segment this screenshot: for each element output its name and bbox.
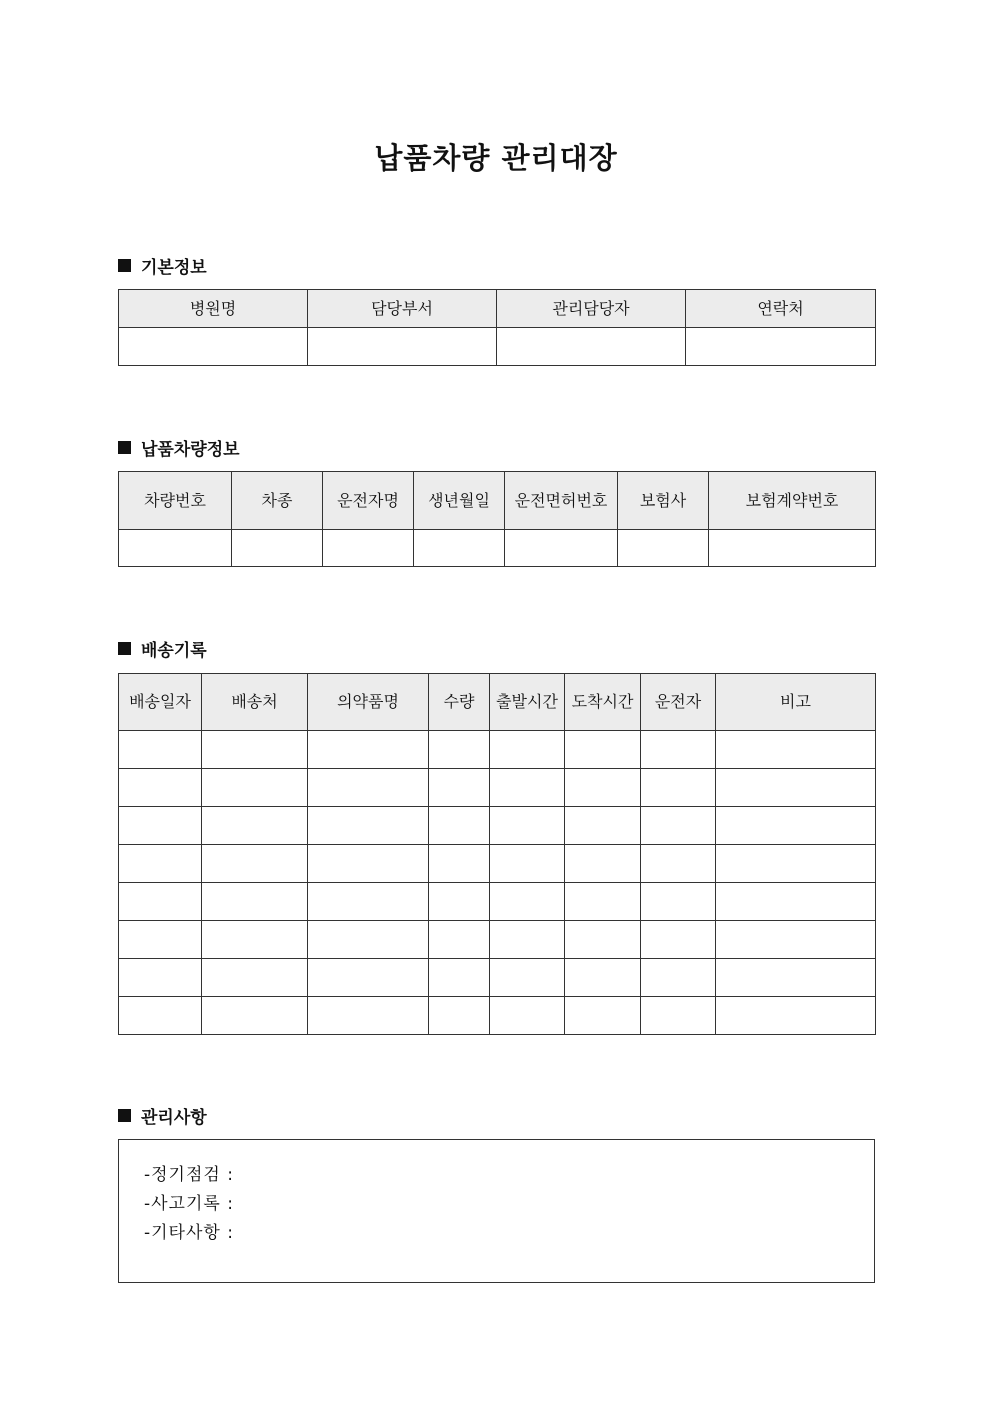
- input-cell[interactable]: [565, 845, 641, 883]
- input-cell[interactable]: [119, 997, 202, 1035]
- column-header: 비고: [716, 674, 876, 731]
- input-cell[interactable]: [716, 883, 876, 921]
- input-cell[interactable]: [308, 997, 429, 1035]
- input-cell[interactable]: [505, 530, 618, 567]
- section-heading-vehicle-info: [118, 436, 240, 458]
- input-cell[interactable]: [686, 328, 876, 366]
- column-header: 보험계약번호: [709, 472, 876, 530]
- management-notes-box[interactable]: [118, 1139, 875, 1283]
- section-heading-label: 기본정보: [141, 257, 207, 278]
- input-cell[interactable]: [716, 845, 876, 883]
- column-header: 연락처: [686, 290, 876, 328]
- square-bullet-icon: [118, 642, 131, 655]
- input-cell[interactable]: [490, 959, 565, 997]
- input-cell[interactable]: [119, 328, 308, 366]
- table-row: [119, 328, 876, 366]
- input-cell[interactable]: [429, 845, 490, 883]
- section-heading-delivery-record: [118, 637, 207, 659]
- input-cell[interactable]: [119, 731, 202, 769]
- input-cell[interactable]: [308, 845, 429, 883]
- input-cell[interactable]: [490, 883, 565, 921]
- input-cell[interactable]: [709, 530, 876, 567]
- input-cell[interactable]: [490, 807, 565, 845]
- input-cell[interactable]: [490, 997, 565, 1035]
- column-header: 관리담당자: [497, 290, 686, 328]
- vehicle-info-table: [118, 471, 876, 567]
- column-header: 의약품명: [308, 674, 429, 731]
- input-cell[interactable]: [308, 807, 429, 845]
- input-cell[interactable]: [308, 883, 429, 921]
- input-cell[interactable]: [232, 530, 323, 567]
- input-cell[interactable]: [323, 530, 414, 567]
- input-cell[interactable]: [716, 769, 876, 807]
- input-cell[interactable]: [716, 807, 876, 845]
- table-row: [119, 997, 876, 1035]
- input-cell[interactable]: [641, 883, 716, 921]
- input-cell[interactable]: [308, 959, 429, 997]
- square-bullet-icon: [118, 1109, 131, 1122]
- input-cell[interactable]: [308, 769, 429, 807]
- input-cell[interactable]: [202, 883, 308, 921]
- column-header: 출발시간: [490, 674, 565, 731]
- table-row: [119, 530, 876, 567]
- input-cell[interactable]: [641, 769, 716, 807]
- column-header: 운전자명: [323, 472, 414, 530]
- section-heading-management: [118, 1104, 207, 1126]
- input-cell[interactable]: [414, 530, 505, 567]
- input-cell[interactable]: [429, 997, 490, 1035]
- table-row: [119, 959, 876, 997]
- input-cell[interactable]: [308, 328, 497, 366]
- input-cell[interactable]: [202, 807, 308, 845]
- input-cell[interactable]: [565, 997, 641, 1035]
- input-cell[interactable]: [641, 807, 716, 845]
- input-cell[interactable]: [119, 921, 202, 959]
- input-cell[interactable]: [429, 921, 490, 959]
- input-cell[interactable]: [490, 921, 565, 959]
- input-cell[interactable]: [429, 807, 490, 845]
- input-cell[interactable]: [641, 845, 716, 883]
- input-cell[interactable]: [565, 883, 641, 921]
- document-title: 납품차량 관리대장: [374, 141, 618, 175]
- delivery-record-table: [118, 673, 876, 1035]
- input-cell[interactable]: [429, 883, 490, 921]
- column-header: 운전면허번호: [505, 472, 618, 530]
- column-header: 담당부서: [308, 290, 497, 328]
- table-row: [119, 807, 876, 845]
- column-header: 운전자: [641, 674, 716, 731]
- section-heading-label: 관리사항: [141, 1107, 207, 1128]
- input-cell[interactable]: [119, 530, 232, 567]
- input-cell[interactable]: [202, 731, 308, 769]
- input-cell[interactable]: [119, 769, 202, 807]
- table-row: [119, 921, 876, 959]
- column-header: 보험사: [618, 472, 709, 530]
- input-cell[interactable]: [202, 921, 308, 959]
- input-cell[interactable]: [716, 921, 876, 959]
- column-header: 생년월일: [414, 472, 505, 530]
- input-cell[interactable]: [308, 731, 429, 769]
- input-cell[interactable]: [641, 921, 716, 959]
- input-cell[interactable]: [202, 845, 308, 883]
- input-cell[interactable]: [202, 997, 308, 1035]
- column-header: 차량번호: [119, 472, 232, 530]
- input-cell[interactable]: [429, 769, 490, 807]
- column-header: 병원명: [119, 290, 308, 328]
- square-bullet-icon: [118, 259, 131, 272]
- input-cell[interactable]: [202, 769, 308, 807]
- column-header: 차종: [232, 472, 323, 530]
- input-cell[interactable]: [119, 883, 202, 921]
- input-cell[interactable]: [308, 921, 429, 959]
- input-cell[interactable]: [618, 530, 709, 567]
- input-cell[interactable]: [119, 807, 202, 845]
- input-cell[interactable]: [565, 959, 641, 997]
- note-accident-record: -사고기록 :: [144, 1194, 234, 1214]
- input-cell[interactable]: [490, 769, 565, 807]
- column-header: 배송처: [202, 674, 308, 731]
- input-cell[interactable]: [119, 959, 202, 997]
- input-cell[interactable]: [641, 731, 716, 769]
- input-cell[interactable]: [429, 959, 490, 997]
- input-cell[interactable]: [716, 997, 876, 1035]
- basic-info-table: [118, 289, 876, 366]
- input-cell[interactable]: [490, 845, 565, 883]
- input-cell[interactable]: [641, 959, 716, 997]
- note-other-matters: -기타사항 :: [144, 1223, 234, 1243]
- input-cell[interactable]: [202, 959, 308, 997]
- section-heading-label: 납품차량정보: [141, 439, 240, 460]
- section-heading-basic-info: [118, 254, 207, 276]
- section-heading-label: 배송기록: [141, 640, 207, 661]
- table-row: [119, 845, 876, 883]
- input-cell[interactable]: [716, 731, 876, 769]
- table-row: [119, 769, 876, 807]
- input-cell[interactable]: [565, 731, 641, 769]
- column-header: 수량: [429, 674, 490, 731]
- input-cell[interactable]: [565, 921, 641, 959]
- input-cell[interactable]: [497, 328, 686, 366]
- table-row: [119, 883, 876, 921]
- input-cell[interactable]: [119, 845, 202, 883]
- column-header: 배송일자: [119, 674, 202, 731]
- input-cell[interactable]: [641, 997, 716, 1035]
- input-cell[interactable]: [565, 807, 641, 845]
- input-cell[interactable]: [716, 959, 876, 997]
- square-bullet-icon: [118, 441, 131, 454]
- table-row: [119, 731, 876, 769]
- input-cell[interactable]: [565, 769, 641, 807]
- column-header: 도착시간: [565, 674, 641, 731]
- input-cell[interactable]: [429, 731, 490, 769]
- note-regular-inspection: -정기점검 :: [144, 1165, 234, 1185]
- input-cell[interactable]: [490, 731, 565, 769]
